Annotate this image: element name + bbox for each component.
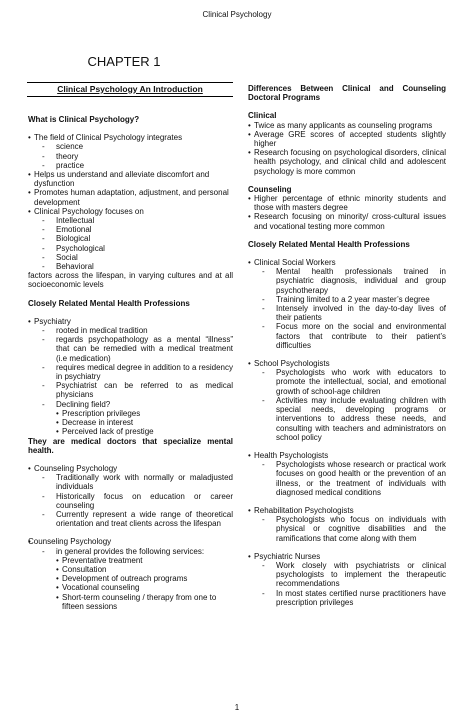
list-item: - in general provides the following services: [28, 547, 233, 556]
emphasis-note: They are medical doctors that specialize mental health. [28, 436, 233, 455]
list-item: • Preventative treatment [56, 556, 233, 565]
section-heading: Closely Related Mental Health Professions [248, 239, 410, 249]
list-item: - Currently represent a wide range of theoretical orientation and treat clients across the lifespan [28, 510, 233, 528]
list-item: • The field of Clinical Psychology integrates [28, 133, 233, 142]
list-item: - requires medical degree in addition to a residency in psychiatry [28, 363, 233, 381]
list-item: • Decrease in interest [56, 418, 233, 427]
list-item: • Twice as many applicants as counseling programs [248, 121, 446, 130]
paragraph: Counseling Psychology [28, 537, 112, 547]
list-item: • Vocational counseling [56, 583, 233, 592]
left-column [28, 115, 233, 611]
section-heading: Differences Between Clinical and Counseling Doctoral Programs [248, 84, 446, 103]
list-item: • Perceived lack of prestige [56, 427, 233, 436]
list-item: - Psychiatrist can be referred to as medical physicians [28, 381, 233, 399]
list-item: • Rehabilitation Psychologists [248, 506, 446, 515]
list-item: • Promotes human adaptation, adjustment, and personal development [28, 188, 233, 206]
chapter-title: Clinical Psychology An Introduction [27, 82, 233, 97]
list-item: - theory [28, 152, 233, 161]
list-item: • Prescription privileges [56, 409, 233, 418]
subsection-heading: Counseling [248, 184, 292, 194]
list-item: - Psychologists who work with educators to promote the intellectual, social, and emotional growth of school-age children [248, 368, 446, 396]
list-item: - practice [28, 161, 233, 170]
list-item: - Focus more on the social and environmental factors that contribute to their patient’s difficulties [248, 322, 446, 350]
list-item: • Average GRE scores of accepted students slightly higher [248, 130, 446, 148]
list-item: • Development of outreach programs [56, 574, 233, 583]
list-item: - regards psychopathology as a mental “illness” that can be remedied with a medical treatment (i.e medication) [28, 335, 233, 363]
list-item: - Psychologists who focus on individuals with physical or cognitive disabilities and the ramifications that come along with them [248, 515, 446, 543]
list-item: • Short-term counseling / therapy from one to fifteen sessions [56, 593, 233, 611]
list-item: • Research focusing on minority/ cross-cultural issues and vocational testing more common [248, 212, 446, 230]
list-item: • Higher percentage of ethnic minority students and those with masters degree [248, 194, 446, 212]
list-item: • Psychiatric Nurses [248, 552, 446, 561]
page-number: 1 [234, 703, 240, 712]
list-item: - Historically focus on education or career counseling [28, 492, 233, 510]
list-item: • Research focusing on psychological disorders, clinical health psychology, and clinical child and adolescent psychology is more common [248, 148, 446, 176]
list-item: • Helps us understand and alleviate discomfort and dysfunction [28, 170, 233, 188]
list-item: - Declining field? [28, 400, 233, 409]
section-question: What is Clinical Psychology? [28, 115, 140, 124]
list-item: - Mental health professionals trained in psychiatric diagnosis, individual and group psychotherapy [248, 267, 446, 295]
list-item: - Psychologists whose research or practical work focuses on good health or the prevention of an illness, or the treatment of individuals with diagnosed medical conditions [248, 460, 446, 497]
list-item: • Consultation [56, 565, 233, 574]
list-item: - rooted in medical tradition [28, 326, 233, 335]
list-item: - Behavioral [28, 262, 233, 271]
list-item: - Biological [28, 234, 233, 243]
list-item: • Counseling Psychology [28, 464, 233, 473]
subsection-heading: Clinical [248, 111, 277, 121]
list-item: • Clinical Social Workers [248, 258, 446, 267]
list-item: - Intellectual [28, 216, 233, 225]
list-item: - Training limited to a 2 year master’s degree [248, 295, 446, 304]
list-item: - In most states certified nurse practitioners have prescription privileges [248, 589, 446, 607]
list-item: - Emotional [28, 225, 233, 234]
list-item: • Health Psychologists [248, 451, 446, 460]
paragraph: factors across the lifespan, in varying cultures and at all socioeconomic levels [28, 271, 233, 290]
section-heading: Closely Related Mental Health Professions [28, 298, 190, 308]
list-item: - Activities may include evaluating children with special needs, developing programs or interventions to address these needs, and consulting with teachers and administrators on school policy [248, 396, 446, 442]
chapter-heading: CHAPTER 1 [87, 54, 161, 69]
list-item: - Intensely involved in the day-to-day lives of their patients [248, 304, 446, 322]
list-item: • Psychiatry [28, 317, 233, 326]
list-item: - Psychological [28, 244, 233, 253]
list-item: - Work closely with psychiatrists or clinical psychologists to implement the therapeutic recommendations [248, 561, 446, 589]
right-column [248, 84, 446, 607]
list-item: • School Psychologists [248, 359, 446, 368]
list-item: - Traditionally work with normally or maladjusted individuals [28, 473, 233, 491]
list-item: - science [28, 142, 233, 151]
list-item: • Clinical Psychology focuses on [28, 207, 233, 216]
running-header: Clinical Psychology [202, 10, 272, 19]
list-item: - Social [28, 253, 233, 262]
